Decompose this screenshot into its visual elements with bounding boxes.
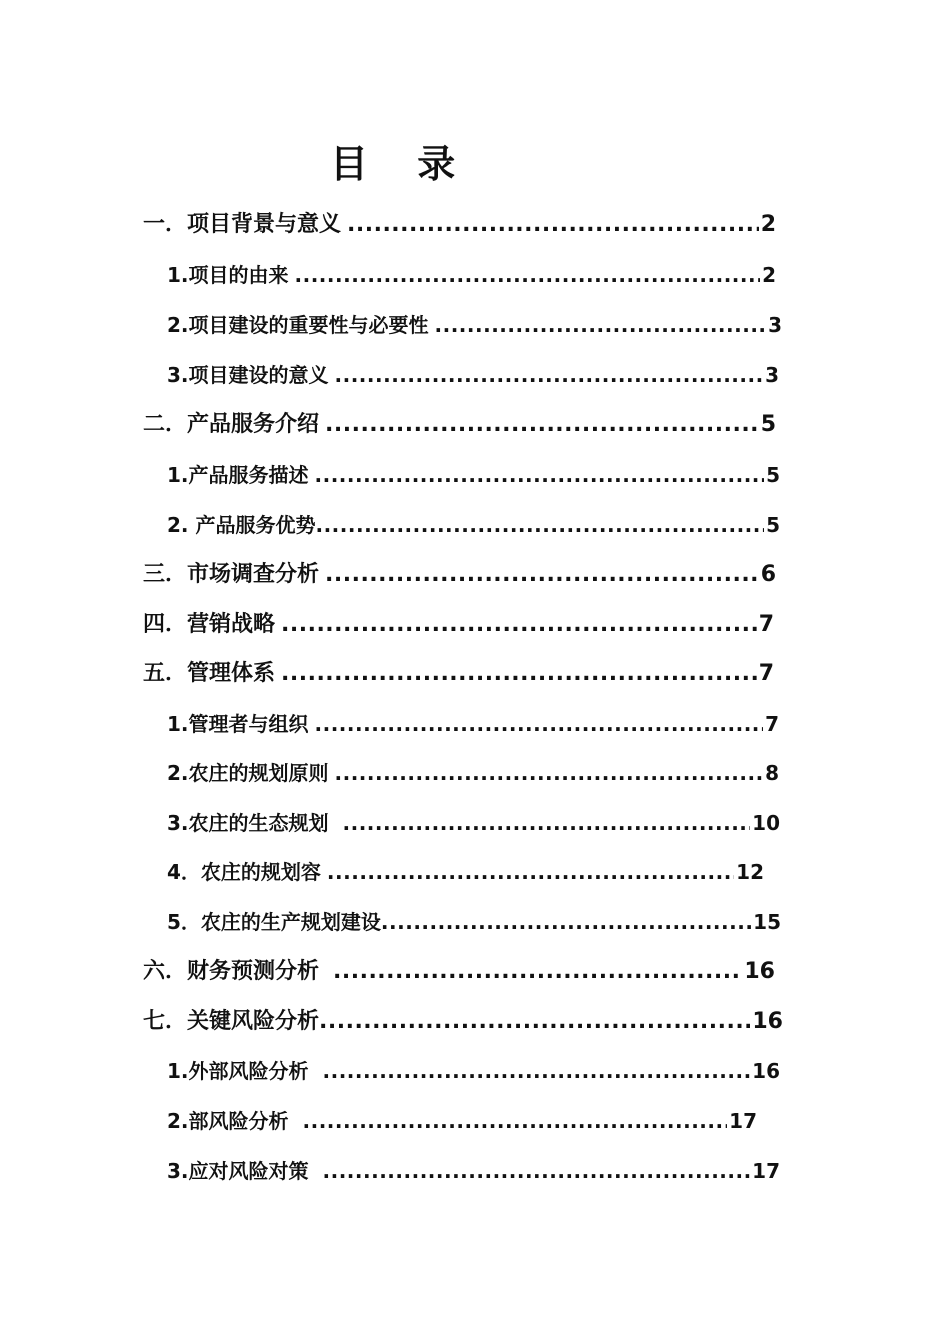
toc-entry-label: 1.产品服务描述: [167, 463, 309, 487]
toc-entry[interactable]: [167, 906, 781, 938]
toc-entry-label: 3.应对风险对策: [167, 1159, 309, 1183]
toc-entry-page: 7: [765, 712, 779, 736]
toc-leader-dots: [381, 906, 751, 938]
toc-entry[interactable]: [167, 1055, 780, 1087]
toc-entry-label: 一．项目背景与意义: [143, 212, 342, 237]
toc-entry[interactable]: [143, 609, 774, 641]
toc-entry-page: 6: [760, 562, 776, 587]
toc-entry-page: 17: [729, 1109, 757, 1133]
toc-leader-dots: [347, 209, 759, 241]
toc-entry-label: 七．关键风险分析: [143, 1009, 320, 1034]
toc-leader-dots: [315, 459, 765, 491]
toc-entry-label: 2.农庄的规划原则: [167, 761, 329, 785]
toc-entry[interactable]: [167, 856, 764, 888]
page-title: 目 录: [330, 142, 474, 186]
toc-leader-dots: [327, 856, 734, 888]
toc-entry[interactable]: [143, 559, 776, 591]
toc-leader-dots: [319, 1006, 750, 1038]
toc-leader-dots: [333, 956, 742, 988]
toc-entry-page: 12: [736, 860, 764, 884]
toc-entry-label: 4．农庄的规划容: [167, 860, 321, 884]
toc-entry[interactable]: [167, 1105, 757, 1137]
toc-leader-dots: [315, 509, 764, 541]
toc-entry[interactable]: [167, 259, 776, 291]
toc-entry-page: 3: [765, 363, 779, 387]
toc-entry-label: 二．产品服务介绍: [143, 412, 320, 437]
toc-leader-dots: [303, 1105, 728, 1137]
toc-entry-page: 16: [752, 1009, 783, 1034]
toc-leader-dots: [325, 559, 759, 591]
toc-entry-label: 3.农庄的生态规划: [167, 811, 329, 835]
toc-entry-label: 1.管理者与组织: [167, 712, 309, 736]
toc-entry[interactable]: [167, 1155, 780, 1187]
toc-entry-label: 3.项目建设的意义: [167, 363, 329, 387]
toc-leader-dots: [325, 409, 759, 441]
toc-entry-page: 2: [760, 212, 776, 237]
toc-leader-dots: [323, 1055, 751, 1087]
toc-leader-dots: [315, 708, 764, 740]
toc-entry[interactable]: [143, 956, 775, 988]
toc-entry-page: 5: [766, 513, 780, 537]
toc-entry-page: 15: [753, 910, 781, 934]
toc-leader-dots: [335, 359, 764, 391]
toc-entry[interactable]: [143, 658, 774, 690]
toc-entry-label: 六．财务预测分析: [143, 959, 320, 984]
toc-entry-page: 5: [766, 463, 780, 487]
toc-leader-dots: [281, 658, 757, 690]
toc-entry-label: 2. 产品服务优势: [167, 513, 316, 537]
toc-leader-dots: [281, 609, 757, 641]
toc-entry[interactable]: [167, 459, 780, 491]
toc-leader-dots: [435, 309, 767, 341]
toc-entry[interactable]: [167, 807, 780, 839]
toc-entry[interactable]: [167, 708, 779, 740]
toc-entry-page: 3: [768, 313, 782, 337]
toc-entry-page: 17: [752, 1159, 780, 1183]
toc-entry-page: 16: [744, 959, 775, 984]
toc-entry[interactable]: [167, 757, 779, 789]
toc-entry-page: 5: [760, 412, 776, 437]
toc-entry[interactable]: [143, 1006, 783, 1038]
toc-entry-page: 8: [765, 761, 779, 785]
toc-entry-page: 7: [758, 661, 774, 686]
toc-entry-label: 四．营销战略: [143, 612, 276, 637]
toc-entry-label: 1.项目的由来: [167, 263, 289, 287]
toc-entry-label: 三．市场调查分析: [143, 562, 320, 587]
toc-entry-label: 2.部风险分析: [167, 1109, 289, 1133]
toc-entry[interactable]: [167, 509, 780, 541]
toc-entry-label: 2.项目建设的重要性与必要性: [167, 313, 429, 337]
toc-entry-page: 2: [762, 263, 776, 287]
toc-leader-dots: [295, 259, 761, 291]
toc-entry-label: 1.外部风险分析: [167, 1059, 309, 1083]
toc-leader-dots: [335, 757, 764, 789]
toc-entry-page: 10: [752, 811, 780, 835]
toc-entry-label: 5．农庄的生产规划建设: [167, 910, 381, 934]
toc-leader-dots: [343, 807, 751, 839]
toc-leader-dots: [323, 1155, 751, 1187]
toc-entry-label: 五．管理体系: [143, 661, 276, 686]
toc-entry[interactable]: [167, 359, 779, 391]
toc-entry[interactable]: [167, 309, 782, 341]
toc-entry-page: 16: [752, 1059, 780, 1083]
toc-entry[interactable]: [143, 409, 776, 441]
toc-entry[interactable]: [143, 209, 776, 241]
toc-entry-page: 7: [758, 612, 774, 637]
